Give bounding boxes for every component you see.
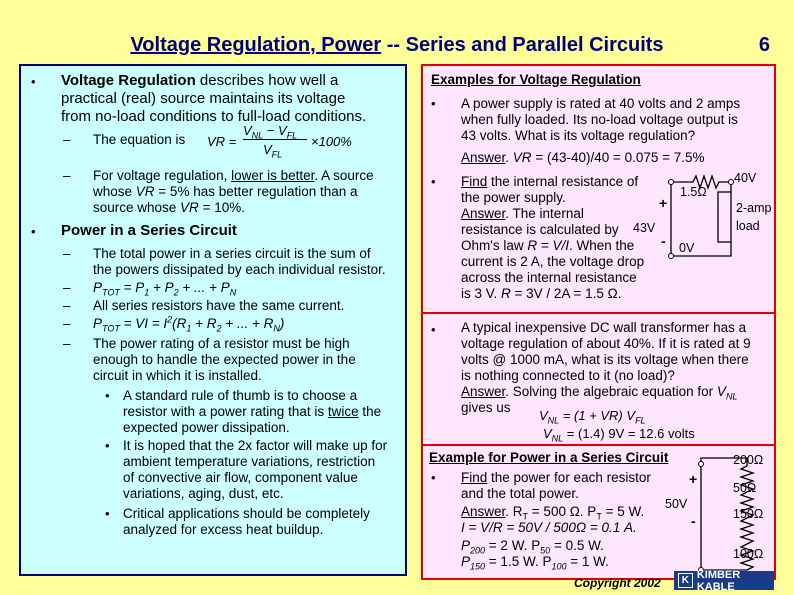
series-circuit-diagram <box>659 452 774 578</box>
example2-line-3: Answer. The internal <box>461 206 584 221</box>
slide-number: 6 <box>758 34 770 56</box>
factor-note-line-3: of convective air flow, component value <box>123 470 358 485</box>
factor-note-line-4: variations, aging, dust, etc. <box>123 486 284 501</box>
voltage-0v-label: 0V <box>679 241 695 255</box>
power-sum-line-1: The total power in a series circuit is the sum of <box>93 246 371 261</box>
example1-answer: Answer. VR = (43-40)/40 = 0.075 = 7.5% <box>461 150 705 165</box>
left-panel: • Voltage Regulation describes how well a practical (real) source maintains its voltage from no-load conditions to full-load conditions. – The equation is VR = $V_{NL} - V_{FL}$ $V_{FL}$ ×100% – For voltage regulation, lower is better. A source whose VR = 5% has better regulation than a source whose VR = 10%. • Power in a Series Circuit – The total power in a series circuit is the sum of the powers dissipated by each individual resistor. – $P_{TOT} = P_1 + P_2$ + ... + $P_N$ – All series resistors have the same current. – $P_{TOT}$ = VI = $I^2(R_1 + R_2$ + ... + $R_N$) – The power rating of a resistor must be high enough to handle the expected power in the circuit in which it is installed. • A standard rule of thumb is to choose a resistor with a power rating that is twice the expected power dissipation. • It is hoped that the 2x factor will make up for ambient temperature variations, restriction of convective air flow, component value variations, aging, dust, etc. • Critical applications should be completely analyzed for excess heat buildup. <box>19 64 407 576</box>
power-series-heading: Power in a Series Circuit <box>61 222 237 239</box>
vr-definition-line-2: practical (real) source maintains its voltage <box>61 90 346 107</box>
same-current-note: All series resistors have the same current. <box>93 298 345 313</box>
rule-of-thumb-line-2: resistor with a power rating that is twice the <box>123 404 382 419</box>
power-rating-line-2: enough to handle the expected power in the <box>93 352 356 367</box>
resistor-100-label: 100Ω <box>733 547 764 561</box>
copyright: Copyright 2002 <box>574 576 661 590</box>
right-panel: Examples for Voltage Regulation • A power supply is rated at 40 volts and 2 amps when fully loaded. Its no-load voltage output is 43 volts. What is its voltage regulation? Answer. VR = (43-40)/40 = 0.075 = 7.5% • Find the internal resistance of the power supply. Answer. The internal resistance is calculated by Ohm's law R = V/I. When the current is 2 A, the voltage drop across the internal resistance is 3 V. R = 3V / 2A = 1.5 Ω. 1.5Ω 40V + 43V - 0V 2-amp load • A typical inexpensive DC wall transformer has a voltage regulation of about 40%. If it is rated at 9 volts @ 1000 mA, what is its voltage when there is nothing connected to it (no load)? Answer. Solving the algebraic equation for $V_{NL}$ gives us $V_{NL} = (1 + VR)$ $V_{FL}$ $V_{NL} = (1.4) 9V = 12.6$ volts Example for Power in a Series Circuit • Find the power for each resistor and the total power. Answer. $R_T = 500$ Ω. $P_T = 5$ W. I = V/R = 50V / 500Ω = 0.1 A. $P_{200} = 2$ W. $P_{50} = 0.5$ W. $P_{150} = 1.5$ W. $P_{100} = 1$ W. 200Ω 50Ω 150Ω 100Ω + 50V - <box>421 64 776 580</box>
internal-resistance-label: 1.5Ω <box>680 185 707 199</box>
power-rating-line-1: The power rating of a resistor must be high <box>93 336 350 351</box>
power-series-example-heading: Example for Power in a Series Circuit <box>429 450 669 465</box>
example4-line-4: I = V/R = 50V / 500Ω = 0.1 A. <box>461 520 637 535</box>
example4-line-1: Find the power for each resistor <box>461 470 651 485</box>
example1-line-1: A power supply is rated at 40 volts and 2 amps <box>461 96 741 111</box>
slide-title: Voltage Regulation, Power -- Series and Parallel Circuits <box>130 34 664 56</box>
minus-sign: - <box>661 233 666 249</box>
example2-line-8: is 3 V. R = 3V / 2A = 1.5 Ω. <box>461 286 622 301</box>
plus-sign: + <box>659 195 668 211</box>
example2-line-4: resistance is calculated by <box>461 222 619 237</box>
regulation-note-2: whose VR = 5% has better regulation than a <box>93 184 358 199</box>
load-label-2: load <box>736 219 760 233</box>
regulation-note-1: For voltage regulation, lower is better. A source <box>93 168 374 183</box>
ptot-sum-formula: $P_{TOT} = P_1 + P_2$ + ... + $P_N$ <box>93 280 237 298</box>
power-supply-circuit-diagram <box>619 166 774 276</box>
voltage-43v-label: 43V <box>633 221 656 235</box>
vnl-equation-2: $V_{NL} = (1.4) 9V = 12.6$ volts <box>543 426 695 444</box>
factor-note-line-2: ambient temperature variations, restriction <box>123 454 376 469</box>
vnl-equation-1: $V_{NL} = (1 + VR)$ $V_{FL}$ <box>539 408 646 426</box>
vr-definition-line-3: from no-load conditions to full-load conditions. <box>61 108 367 125</box>
example3-line-6: gives us <box>461 400 511 415</box>
factor-note-line-1: It is hoped that the 2x factor will make up for <box>123 438 388 453</box>
voltage-40v-label: 40V <box>734 171 757 185</box>
example4-line-5: $P_{200} = 2$ W. $P_{50} = 0.5$ W. <box>461 538 604 556</box>
example1-line-2: when fully loaded. Its no-load voltage output is <box>461 112 738 127</box>
example3-line-3: volts @ 1000 mA, what is its voltage when there <box>461 352 749 367</box>
logo-k-icon: K <box>678 573 693 588</box>
equation-label: The equation is <box>93 132 186 147</box>
regulation-note-3: source whose VR = 10%. <box>93 200 245 215</box>
plus-sign: + <box>689 471 698 487</box>
resistor-200-label: 200Ω <box>733 453 764 467</box>
critical-note-line-2: analyzed for excess heat buildup. <box>123 522 324 537</box>
example4-line-2: and the total power. <box>461 486 579 501</box>
ptot-vi-formula: $P_{TOT}$ = VI = $I^2(R_1 + R_2$ + ... + $R_N$) <box>93 314 285 334</box>
resistor-50-label: 50Ω <box>733 481 757 495</box>
example4-line-3: Answer. $R_T = 500$ Ω. $P_T = 5$ W. <box>461 504 645 522</box>
example3-line-5: Answer. Solving the algebraic equation for $V_{NL}$ <box>461 384 738 402</box>
kimber-kable-logo: K KIMBER KABLE <box>674 571 774 590</box>
power-rating-line-3: circuit in which it is installed. <box>93 368 262 383</box>
minus-sign: - <box>691 513 696 529</box>
rule-of-thumb-line-1: A standard rule of thumb is to choose a <box>123 388 358 403</box>
power-sum-line-2: the powers dissipated by each individual resistor. <box>93 262 386 277</box>
example3-line-1: A typical inexpensive DC wall transformer has a <box>461 320 747 335</box>
examples-vr-heading: Examples for Voltage Regulation <box>431 72 641 87</box>
rule-of-thumb-line-3: expected power dissipation. <box>123 420 290 435</box>
bullet: • <box>31 224 36 239</box>
example2-line-7: across the internal resistance <box>461 270 637 285</box>
section-divider <box>423 312 774 314</box>
example3-line-4: is nothing connected to it (no load)? <box>461 368 675 383</box>
resistor-150-label: 150Ω <box>733 507 764 521</box>
example2-line-5: Ohm's law R = V/I. When the <box>461 238 635 253</box>
example4-line-6: $P_{150} = 1.5$ W. $P_{100} = 1$ W. <box>461 554 609 572</box>
section-divider <box>423 444 774 446</box>
example2-line-6: current is 2 A, the voltage drop <box>461 254 645 269</box>
bullet: • <box>31 74 36 89</box>
load-label-1: 2-amp <box>736 201 772 215</box>
example1-line-3: 43 volts. What is its voltage regulation? <box>461 128 696 143</box>
vr-definition-line-1: Voltage Regulation describes how well a <box>61 72 339 89</box>
source-50v-label: 50V <box>665 497 688 511</box>
example3-line-2: voltage regulation of about 40%. If it is rated at 9 <box>461 336 751 351</box>
example2-line-2: the power supply. <box>461 190 566 205</box>
example2-line-1: Find the internal resistance of <box>461 174 639 189</box>
critical-note-line-1: Critical applications should be completely <box>123 506 370 521</box>
